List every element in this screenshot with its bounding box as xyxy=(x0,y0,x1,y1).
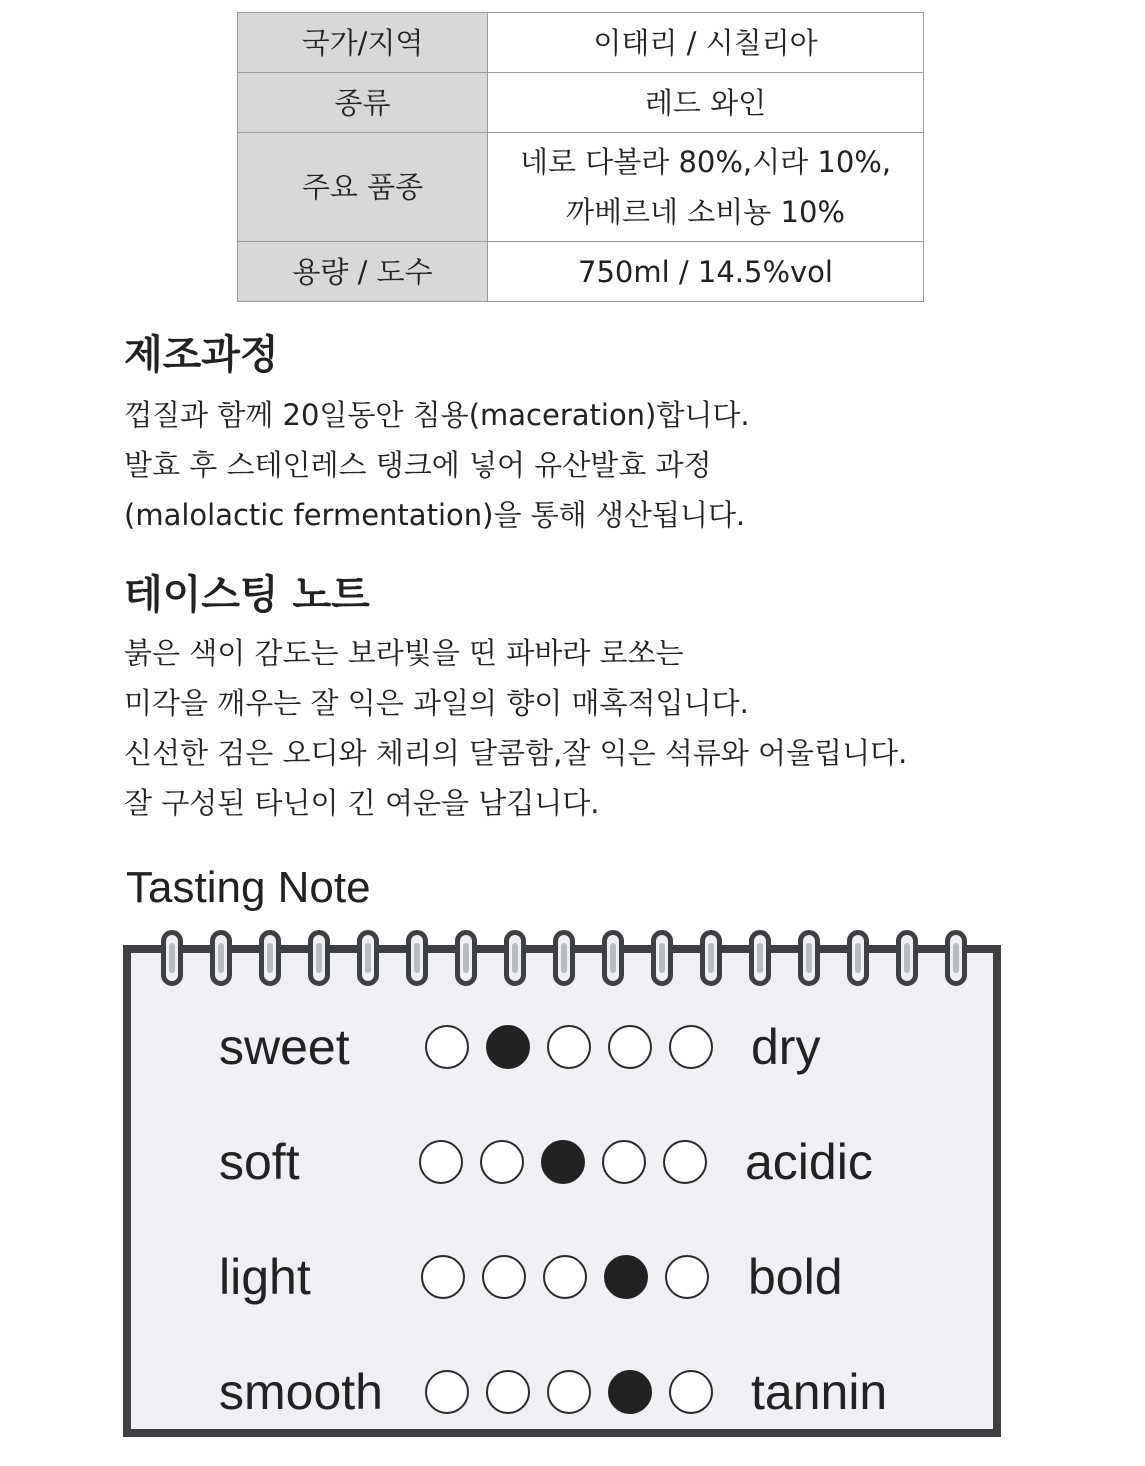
spiral-ring xyxy=(700,930,722,986)
rating-dot xyxy=(486,1370,530,1414)
spiral-ring xyxy=(602,930,624,986)
rating-dot xyxy=(543,1255,587,1299)
spiral-ring xyxy=(553,930,575,986)
scale-left-label: smooth xyxy=(219,1364,383,1420)
rating-dot xyxy=(608,1025,652,1069)
spec-value xyxy=(488,13,924,73)
scale-left-label: soft xyxy=(219,1134,300,1190)
wine-spec-table xyxy=(237,12,924,302)
spiral-ring xyxy=(651,930,673,986)
rating-dot xyxy=(421,1255,465,1299)
spiral-ring xyxy=(749,930,771,986)
scale-row-sweet-dry xyxy=(131,1012,1009,1082)
scale-right-label: acidic xyxy=(745,1134,873,1190)
spec-label: 종류 xyxy=(238,73,488,133)
rating-dot xyxy=(547,1025,591,1069)
rating-dot xyxy=(602,1140,646,1184)
spiral-ring xyxy=(455,930,477,986)
rating-dot xyxy=(425,1025,469,1069)
scale-row-smooth-tannin xyxy=(131,1357,1009,1427)
spiral-ring xyxy=(308,930,330,986)
spec-value-line: 750ml / 14.5%vol xyxy=(578,254,833,289)
rating-dot-selected xyxy=(604,1255,648,1299)
tasting-notes-line: 미각을 깨우는 잘 익은 과일의 향이 매혹적입니다. xyxy=(124,686,749,720)
spiral-ring xyxy=(945,930,967,986)
spec-label: 국가/지역 xyxy=(238,13,488,73)
spiral-ring xyxy=(406,930,428,986)
spiral-ring xyxy=(357,930,379,986)
spiral-ring xyxy=(504,930,526,986)
rating-dot xyxy=(669,1370,713,1414)
spec-row-varieties xyxy=(238,133,924,242)
spec-value xyxy=(488,133,924,242)
scale-left-label: sweet xyxy=(219,1019,350,1075)
process-body xyxy=(124,390,750,540)
spec-value xyxy=(488,242,924,302)
rating-dot xyxy=(419,1140,463,1184)
tasting-note-notepad xyxy=(123,945,1001,1437)
rating-dot xyxy=(480,1140,524,1184)
rating-dot-selected xyxy=(541,1140,585,1184)
spec-row-type xyxy=(238,73,924,133)
scale-left-label: light xyxy=(219,1249,311,1305)
spiral-ring xyxy=(161,930,183,986)
tasting-notes-body xyxy=(124,628,907,828)
spiral-ring xyxy=(896,930,918,986)
spec-value-line: 네로 다볼라 80%,시라 10%, xyxy=(519,145,892,179)
process-line: 발효 후 스테인레스 탱크에 넣어 유산발효 과정 xyxy=(124,448,712,482)
spec-value-line: 레드 와인 xyxy=(644,85,767,120)
tasting-notes-line: 신선한 검은 오디와 체리의 달콤함,잘 익은 석류와 어울립니다. xyxy=(124,736,908,770)
scale-row-light-bold xyxy=(131,1242,1009,1312)
rating-dot xyxy=(425,1370,469,1414)
tasting-notes-title: 테이스팅 노트 xyxy=(124,572,370,618)
tasting-notes-line: 잘 구성된 타닌이 긴 여운을 남깁니다. xyxy=(124,786,600,820)
tasting-note-card-title: Tasting Note xyxy=(126,863,371,912)
process-title: 제조과정 xyxy=(124,332,279,378)
rating-dot-selected xyxy=(486,1025,530,1069)
tasting-notes-line: 붉은 색이 감도는 보라빛을 띤 파바라 로쏘는 xyxy=(124,636,684,670)
spec-value-line: 까베르네 소비뇽 10% xyxy=(566,195,845,229)
spiral-ring xyxy=(847,930,869,986)
process-line: 껍질과 함께 20일동안 침용(maceration)합니다. xyxy=(124,398,750,432)
spec-row-region xyxy=(238,13,924,73)
scale-right-label: bold xyxy=(748,1249,843,1305)
rating-dot xyxy=(547,1370,591,1414)
spiral-ring xyxy=(798,930,820,986)
spec-value-line: 이태리 / 시칠리아 xyxy=(593,25,818,60)
scale-row-soft-acidic xyxy=(131,1127,1009,1197)
rating-dot-selected xyxy=(608,1370,652,1414)
rating-dot xyxy=(482,1255,526,1299)
rating-dot xyxy=(663,1140,707,1184)
spec-row-volume xyxy=(238,242,924,302)
scale-right-label: dry xyxy=(751,1019,821,1075)
process-line: (malolactic fermentation)을 통해 생산됩니다. xyxy=(124,498,746,532)
rating-dot xyxy=(669,1025,713,1069)
spiral-ring xyxy=(210,930,232,986)
spec-label: 용량 / 도수 xyxy=(238,242,488,302)
spiral-ring xyxy=(259,930,281,986)
scale-right-label: tannin xyxy=(751,1364,888,1420)
rating-dot xyxy=(665,1255,709,1299)
spec-value xyxy=(488,73,924,133)
spiral-binding xyxy=(131,930,1009,990)
spec-label: 주요 품종 xyxy=(238,133,488,242)
